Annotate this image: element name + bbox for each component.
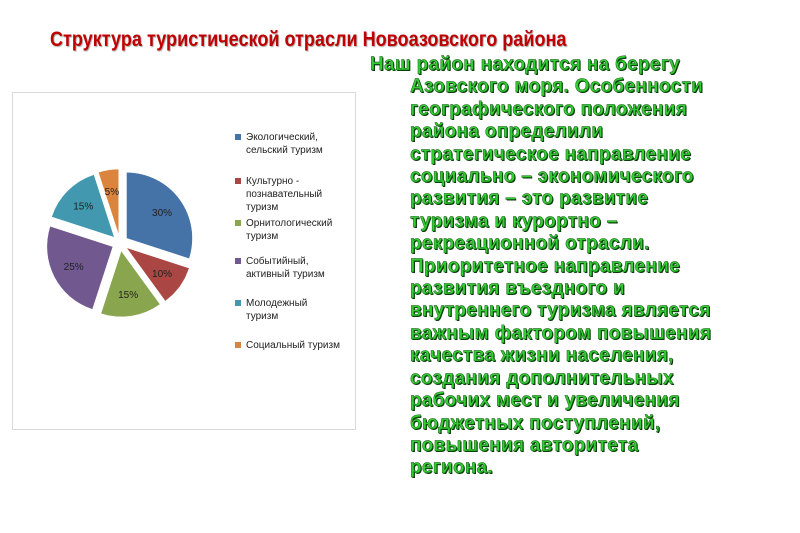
paragraph-line: туризма и курортно – [410, 210, 618, 232]
legend-label-line: туризм [246, 311, 279, 322]
legend-swatch [235, 300, 241, 306]
slice-data-label: 15% [118, 289, 139, 301]
legend-swatch [235, 178, 241, 184]
legend-label-line: Событийный, [246, 256, 309, 267]
paragraph-line: создания дополнительных [410, 367, 674, 389]
paragraph-line: важным фактором повышения [410, 322, 712, 344]
slice-data-label: 15% [73, 201, 94, 213]
paragraph-line: повышения авторитета [410, 434, 639, 456]
paragraph-line: географического положения [410, 98, 688, 120]
slice-data-label: 5% [104, 187, 120, 199]
legend-label-line: Молодежный [246, 298, 308, 309]
legend-label-line: Социальный туризм [246, 340, 340, 351]
slice-data-label: 10% [152, 269, 173, 281]
slice-data-label: 25% [63, 262, 84, 274]
legend-label [246, 175, 354, 214]
paragraph-line: региона. [410, 457, 494, 479]
legend-label-line: сельский туризм [246, 145, 323, 156]
paragraph-line: Наш район находится на берегу [370, 54, 680, 75]
paragraph-line: рабочих мест и увеличения [410, 390, 680, 412]
paragraph-line: Приоритетное направление [410, 255, 681, 277]
legend-label-line: познавательный [246, 189, 323, 200]
paragraph-line: района определили [410, 121, 604, 143]
slice-data-label: 30% [152, 207, 173, 219]
legend-label-line: Орнитологический [246, 218, 333, 229]
legend-swatch [235, 134, 241, 140]
legend-label [246, 339, 354, 352]
legend-swatch [235, 220, 241, 226]
description-paragraph [370, 54, 800, 480]
legend-label-line: туризм [246, 231, 279, 242]
legend-label [246, 131, 354, 157]
paragraph-line: Азовского моря. Особенности [410, 76, 704, 98]
legend-label [246, 217, 354, 243]
legend-swatch [235, 342, 241, 348]
legend-label-line: активный туризм [246, 269, 325, 280]
slide-title: Структура туристической отрасли Новоазовского района [50, 28, 567, 51]
legend-label-line: Экологический, [246, 132, 318, 143]
pie-chart [12, 92, 356, 430]
legend-label [246, 255, 354, 281]
legend-swatch [235, 258, 241, 264]
paragraph-line: рекреационной отрасли. [410, 233, 650, 255]
paragraph-line: качества жизни населения, [410, 345, 674, 367]
legend-label-line: Культурно - [246, 176, 300, 187]
paragraph-line: внутреннего туризма является [410, 300, 711, 322]
paragraph-line: развития – это развитие [410, 188, 649, 210]
legend-label-line: туризм [246, 202, 279, 213]
paragraph-line: социально – экономического [410, 166, 694, 188]
paragraph-line: бюджетных поступлений, [410, 412, 661, 434]
paragraph-line: стратегическое направление [410, 143, 692, 165]
legend-label [246, 297, 354, 323]
paragraph-line: развития въездного и [410, 278, 625, 300]
